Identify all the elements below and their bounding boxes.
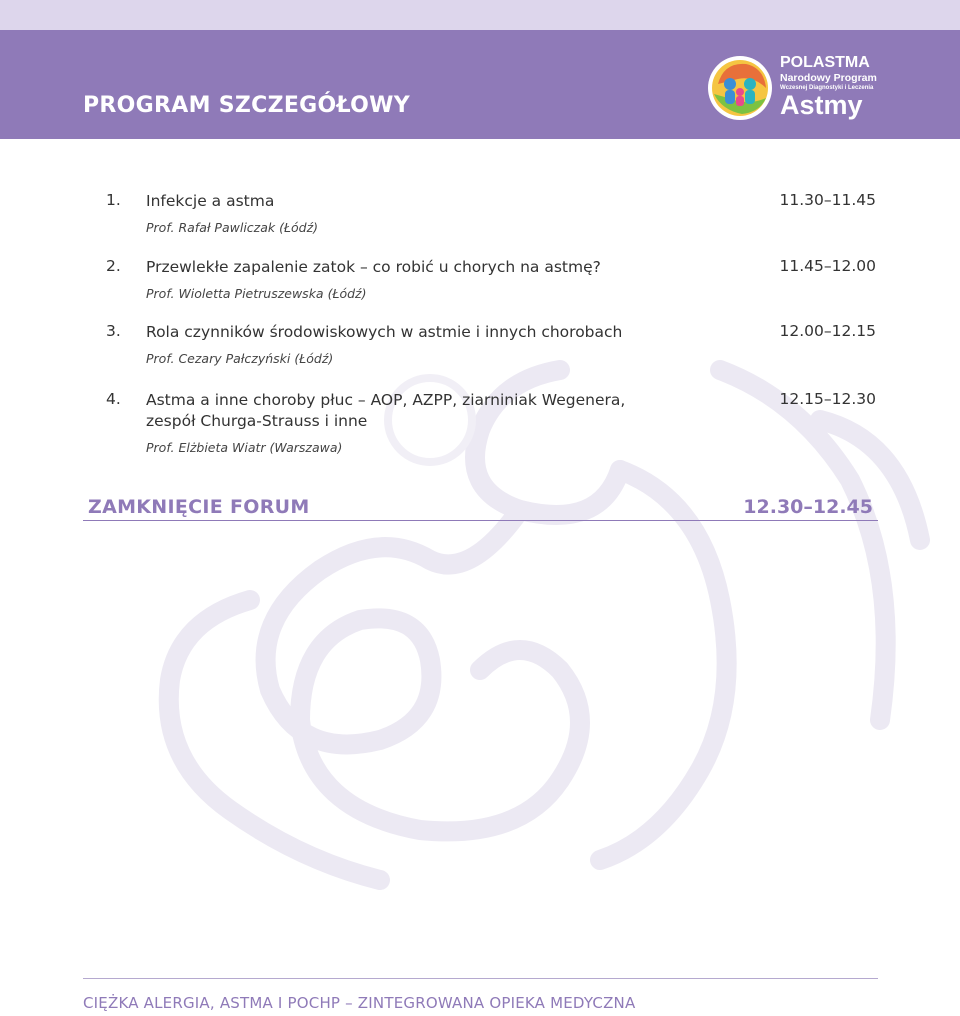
item-number: 1.	[106, 191, 121, 209]
closing-label: ZAMKNIĘCIE FORUM	[88, 496, 310, 518]
item-speaker: Prof. Wioletta Pietruszewska (Łódź)	[146, 286, 367, 301]
item-title: Astma a inne choroby płuc – AOP, AZPP, ziarniniak Wegenera, zespół Churga-Strauss i inne	[146, 391, 626, 430]
item-time: 11.30–11.45	[779, 191, 876, 209]
item-time: 12.00–12.15	[779, 322, 876, 340]
item-number: 2.	[106, 257, 121, 275]
polastma-logo	[704, 54, 884, 124]
item-title: Przewlekłe zapalenie zatok – co robić u chorych na astmę?	[146, 258, 601, 276]
logo-line3: Wczesnej Diagnostyki i Leczenia	[780, 85, 874, 91]
item-time: 12.15–12.30	[779, 390, 876, 408]
item-time: 11.45–12.00	[779, 257, 876, 275]
item-title: Infekcje a astma	[146, 192, 275, 210]
logo-emblem-icon	[704, 54, 776, 122]
item-speaker: Prof. Rafał Pawliczak (Łódź)	[146, 220, 319, 235]
logo-line2: Narodowy Program	[780, 72, 877, 84]
item-number: 4.	[106, 390, 121, 408]
item-speaker: Prof. Elżbieta Wiatr (Warszawa)	[146, 440, 343, 455]
closing-time: 12.30–12.45	[743, 496, 873, 518]
top-strip	[0, 0, 960, 30]
footer-text: CIĘŻKA ALERGIA, ASTMA I POCHP – ZINTEGROWANA OPIEKA MEDYCZNA	[83, 994, 636, 1012]
logo-line1: POLASTMA	[780, 54, 870, 71]
footer-divider	[83, 978, 878, 979]
item-speaker: Prof. Cezary Pałczyński (Łódź)	[146, 351, 334, 366]
closing-row	[83, 494, 878, 521]
page-title: PROGRAM SZCZEGÓŁOWY	[83, 93, 410, 118]
item-number: 3.	[106, 322, 121, 340]
logo-line4: Astmy	[780, 90, 863, 120]
item-title: Rola czynników środowiskowych w astmie i innych chorobach	[146, 323, 623, 341]
